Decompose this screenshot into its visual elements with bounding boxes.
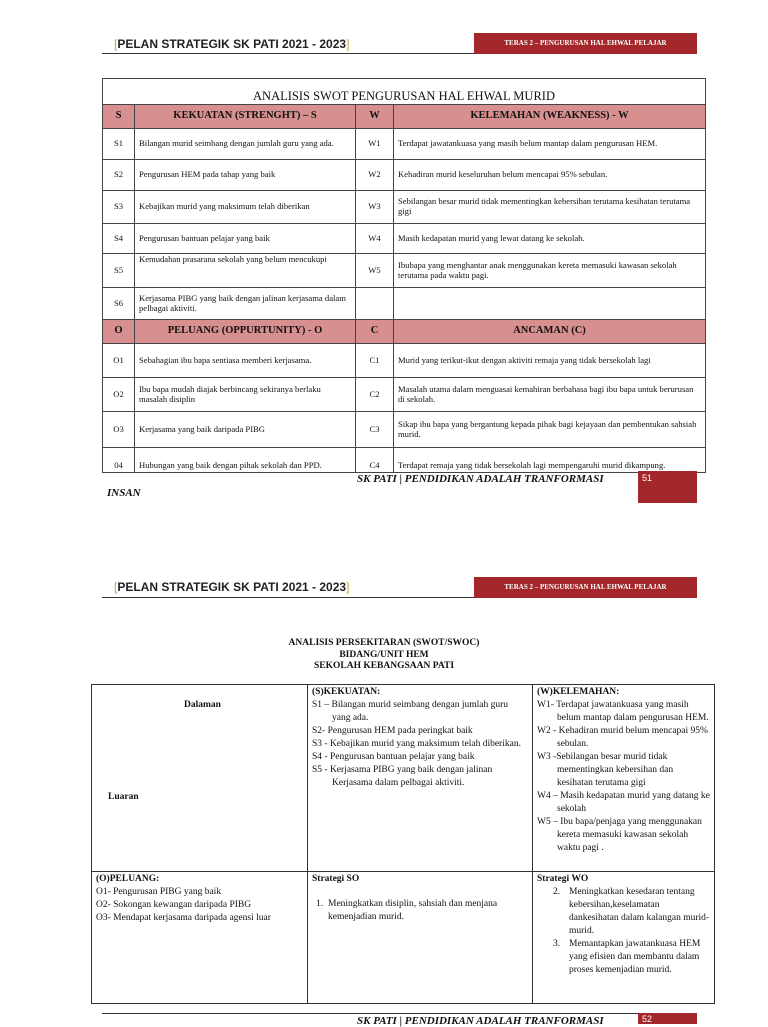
page1-teras-badge: TERAS 2 – PENGURUSAN HAL EHWAL PELAJAR <box>474 33 697 54</box>
row-code: C3 <box>356 412 394 448</box>
row-text: Kebajikan murid yang maksimum telah diberikan <box>135 191 356 224</box>
kekuatan-title: (S)KEKUATAN: <box>312 687 381 697</box>
list-item: S4 - Pengurusan bantuan pelajar yang baik <box>312 752 475 762</box>
list-text: Meningkatkan kesedaran tentang kebersihan,keselamatan dankesihatan dalam kalangan murid-murid. <box>569 887 710 936</box>
list-item: W4 – Masih kedapatan murid yang datang ke sekolah <box>537 791 710 814</box>
list-item: S2- Pengurusan HEM pada peringkat baik <box>312 726 473 736</box>
page1-header-title: [PELAN STRATEGIK SK PATI 2021 - 2023] <box>114 37 350 51</box>
table-row <box>103 160 706 191</box>
list-item: S1 – Bilangan murid seimbang dengan jumlah guru yang ada. <box>312 700 509 723</box>
page2-footer-text: SK PATI | PENDIDIKAN ADALAH TRANFORMASI <box>357 1015 604 1027</box>
dalaman-luaran-cell <box>92 685 308 872</box>
row-code: 04 <box>103 448 135 473</box>
row-text <box>394 288 706 320</box>
row-code <box>356 288 394 320</box>
row-text: Sikap ibu bapa yang bergantung kepada pihak bagi kejayaan dan pembentukan sahsiah murid. <box>394 412 706 448</box>
dalaman-label: Dalaman <box>184 700 221 710</box>
row-code: S4 <box>103 224 135 254</box>
swoc-table <box>91 684 715 1004</box>
row-code: S2 <box>103 160 135 191</box>
head-c: C <box>356 320 394 344</box>
row-text: Kerjasama yang baik daripada PIBG <box>135 412 356 448</box>
list-item: S3 - Kebajikan murid yang maksimum telah diberikan. <box>312 739 521 749</box>
strategi-wo-title: Strategi WO <box>537 874 589 884</box>
list-item: W1- Terdapat jawatankuasa yang masih belum mantap dalam pengurusan HEM. <box>537 700 709 723</box>
row-text: Sebahagian ibu bapa sentiasa memberi kerjasama. <box>135 344 356 378</box>
swot-head-oc <box>103 320 706 344</box>
page1-page-number: 51 <box>638 471 697 503</box>
page1-footer-text-2: INSAN <box>107 487 141 499</box>
table-row <box>103 448 706 473</box>
page2-teras-badge: TERAS 2 – PENGURUSAN HAL EHWAL PELAJAR <box>474 577 697 598</box>
row-code: W2 <box>356 160 394 191</box>
swoc-row-bottom <box>92 872 715 1004</box>
page2-heading-3: SEKOLAH KEBANGSAAN PATI <box>313 661 455 671</box>
list-item: W5 – Ibu bapa/penjaga yang menggunakan kereta memasuki kawasan sekolah waktu pagi . <box>537 817 702 853</box>
table-row <box>103 254 706 288</box>
table-row <box>103 378 706 412</box>
row-text: Kemudahan prasarana sekolah yang belum mencukupi <box>135 254 356 288</box>
head-w: W <box>356 105 394 129</box>
row-text: Pengurusan HEM pada tahap yang baik <box>135 160 356 191</box>
list-number: 1. <box>316 899 324 909</box>
row-code: O1 <box>103 344 135 378</box>
page2-heading-1: ANALISIS PERSEKITARAN (SWOT/SWOC) <box>288 638 480 648</box>
list-item <box>537 886 710 938</box>
page1-footer-text: SK PATI | PENDIDIKAN ADALAH TRANFORMASI <box>357 473 604 485</box>
swot-table-title: ANALISIS SWOT PENGURUSAN HAL EHWAL MURID <box>103 79 706 105</box>
strategi-wo-cell <box>533 872 715 1004</box>
row-code: W3 <box>356 191 394 224</box>
table-row <box>103 412 706 448</box>
row-code: S5 <box>103 254 135 288</box>
row-code: W5 <box>356 254 394 288</box>
strategi-so-title: Strategi SO <box>312 874 360 884</box>
list-item <box>312 898 528 924</box>
row-text: Kerjasama PIBG yang baik dengan jalinan kerjasama dalam pelbagai aktiviti. <box>135 288 356 320</box>
row-text: Masih kedapatan murid yang lewat datang ke sekolah. <box>394 224 706 254</box>
row-code: W4 <box>356 224 394 254</box>
row-code: S6 <box>103 288 135 320</box>
head-w-title: KELEMAHAN (WEAKNESS) - W <box>394 105 706 129</box>
list-text: Meningkatkan disiplin, sahsiah dan menjana kemenjadian murid. <box>328 899 498 922</box>
head-c-title: ANCAMAN (C) <box>394 320 706 344</box>
page2-footer-rule <box>102 1013 638 1014</box>
row-text: Masalah utama dalam menguasai kemahiran berbahasa bagi ibu bapa untuk berurusan di sekolah. <box>394 378 706 412</box>
table-row <box>103 344 706 378</box>
list-item: W3 -Sebilangan besar murid tidak mementingkan kebersihan dan kesihatan terutama gigi <box>537 752 674 788</box>
peluang-title: (O)PELUANG: <box>96 874 160 884</box>
swoc-row-top <box>92 685 715 872</box>
row-code: S1 <box>103 129 135 160</box>
row-text: Terdapat remaja yang tidak bersekolah lagi mempengaruhi murid dikampung. <box>394 448 706 473</box>
head-o: O <box>103 320 135 344</box>
row-code: W1 <box>356 129 394 160</box>
row-text: Terdapat jawatankuasa yang masih belum mantap dalam pengurusan HEM. <box>394 129 706 160</box>
row-text: Hubungan yang baik dengan pihak sekolah dan PPD. <box>135 448 356 473</box>
kekuatan-cell <box>308 685 533 872</box>
row-text: Murid yang terikut-ikut dengan aktiviti remaja yang tidak bersekolah lagi <box>394 344 706 378</box>
head-o-title: PELUANG (OPPURTUNITY) - O <box>135 320 356 344</box>
row-code: C1 <box>356 344 394 378</box>
list-item: O3- Mendapat kerjasama daripada agensi luar <box>96 913 271 923</box>
swot-table <box>102 78 706 473</box>
page2-page-number: 52 <box>638 1013 697 1024</box>
list-item: W2 - Kehadiran murid belum mencapai 95% sebulan. <box>537 726 708 749</box>
luaran-label: Luaran <box>108 792 139 802</box>
row-code: C2 <box>356 378 394 412</box>
list-number: 3. <box>553 939 561 949</box>
table-row <box>103 224 706 254</box>
list-number: 2. <box>553 887 561 897</box>
row-text: Bilangan murid seimbang dengan jumlah guru yang ada. <box>135 129 356 160</box>
head-s: S <box>103 105 135 129</box>
row-text: Kehadiran murid keseluruhan belum mencapai 95% sebulan. <box>394 160 706 191</box>
table-row <box>103 129 706 160</box>
row-text: Ibu bapa mudah diajak berbincang sekiranya berlaku masalah disiplin <box>135 378 356 412</box>
head-s-title: KEKUATAN (STRENGHT) – S <box>135 105 356 129</box>
row-code: O2 <box>103 378 135 412</box>
peluang-cell <box>92 872 308 1004</box>
page2-header-title: [PELAN STRATEGIK SK PATI 2021 - 2023] <box>114 580 350 594</box>
row-text: Pengurusan bantuan pelajar yang baik <box>135 224 356 254</box>
page2-heading-2: BIDANG/UNIT HEM <box>339 650 429 660</box>
row-text: Ibubapa yang menghantar anak menggunakan kereta memasuki kawasan sekolah terutama pada waktu pagi. <box>394 254 706 288</box>
table-row <box>103 191 706 224</box>
list-text: Memantapkan jawatankuasa HEM yang efisien dan membantu dalam proses kemenjadian murid. <box>569 939 701 975</box>
row-code: O3 <box>103 412 135 448</box>
row-code: S3 <box>103 191 135 224</box>
list-item: O1- Pengurusan PIBG yang baik <box>96 887 222 897</box>
list-item: O2- Sokongan kewangan daripada PIBG <box>96 900 252 910</box>
list-item: S5 - Kerjasama PIBG yang baik dengan jalinan Kerjasama dalam pelbagai aktiviti. <box>312 765 493 788</box>
row-code: C4 <box>356 448 394 473</box>
table-row <box>103 288 706 320</box>
strategi-so-cell <box>308 872 533 1004</box>
row-text: Sebilangan besar murid tidak mementingkan kebersihan terutama kesihatan terutama gigi <box>394 191 706 224</box>
swot-head-sw <box>103 105 706 129</box>
list-item <box>537 938 710 977</box>
kelemahan-cell <box>533 685 715 872</box>
kelemahan-title: (W)KELEMAHAN: <box>537 687 620 697</box>
